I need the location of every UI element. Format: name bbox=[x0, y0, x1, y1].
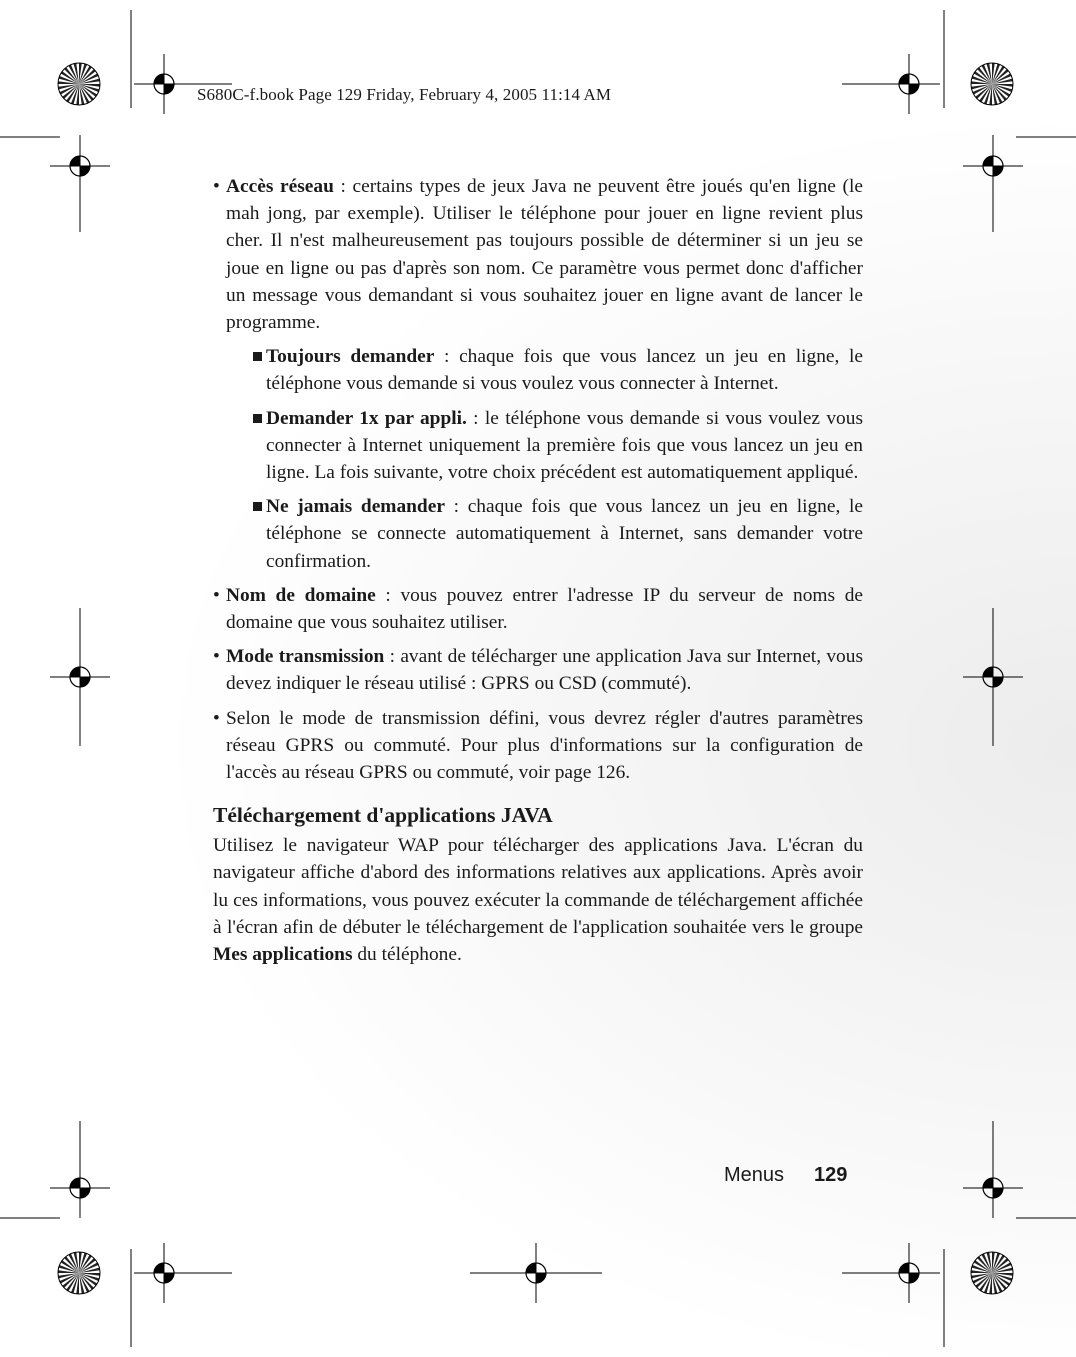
page-body bbox=[213, 173, 863, 968]
sub-item-text: : le téléphone vous demande si vous voulez vous connecter à Internet uniquement la première fois que vous lancez un jeu en ligne. La fois suivante, votre choix précédent est automatiquement appliqué. bbox=[266, 407, 863, 484]
crosshair-target-icon bbox=[879, 1243, 939, 1303]
list-item-acces-reseau bbox=[213, 173, 863, 336]
crosshair-target-icon bbox=[963, 136, 1023, 196]
color-registration-starburst-icon bbox=[971, 1252, 1013, 1294]
list-item-mode-transmission bbox=[213, 643, 863, 697]
paragraph-text-end: du téléphone. bbox=[352, 944, 462, 966]
page-number: 129 bbox=[814, 1164, 848, 1186]
list-item-text: : vous pouvez entrer l'adresse IP du serveur de noms de domaine que vous souhaitez utiliser. bbox=[226, 584, 863, 634]
crosshair-target-icon bbox=[134, 54, 194, 114]
list-item-text: Selon le mode de transmission défini, vous devrez régler d'autres paramètres réseau GPRS ou commuté. Pour plus d'informations sur la configuration de l'accès au réseau GPRS ou commuté, voir page 126. bbox=[226, 707, 863, 784]
bullet-glyph: • bbox=[213, 707, 220, 729]
bullet-glyph: • bbox=[213, 584, 220, 606]
sub-item-text: : chaque fois que vous lancez un jeu en ligne, le téléphone se connecte automatiquement à Internet, sans demander votre confirmation. bbox=[266, 496, 863, 572]
paragraph-bold-term: Mes applications bbox=[213, 944, 353, 966]
square-bullet-icon bbox=[253, 414, 262, 423]
list-item-term: Mode transmission bbox=[226, 646, 385, 668]
crosshair-target-icon bbox=[50, 1158, 110, 1218]
square-bullet-icon bbox=[253, 352, 262, 361]
sub-list bbox=[213, 343, 863, 575]
crosshair-target-icon bbox=[134, 1243, 194, 1303]
section-paragraph bbox=[213, 832, 863, 968]
sub-item-toujours-demander bbox=[253, 343, 863, 397]
sub-item-term: Demander 1x par appli. bbox=[266, 407, 467, 429]
list-item-term: Accès réseau bbox=[226, 176, 334, 197]
crosshair-target-icon bbox=[963, 647, 1023, 707]
footer-section-name: Menus bbox=[724, 1164, 785, 1186]
list-item-text: : certains types de jeux Java ne peuvent être joués qu'en ligne (le mah jong, par exemple). Utiliser le téléphone pour jouer en ligne revient plus cher. Il n'est malheureusement pas toujours possible de déterminer si un jeu se joue en ligne ou pas d'après son nom. Ce paramètre vous permet donc d'afficher un message vous demandant si vous souhaitez jouer en ligne avant de lancer le programme. bbox=[226, 176, 863, 334]
paragraph-text: Utilisez le navigateur WAP pour télécharger des applications Java. L'écran du navigateur affiche d'abord des informations relatives aux applications. Après avoir lu ces informations, vous pouvez exécuter la commande de téléchargement affichée à l'écran afin de débuter le téléchargement de l'application souhaitée vers le groupe bbox=[213, 835, 863, 938]
sub-item-term: Ne jamais demander bbox=[266, 496, 445, 518]
color-registration-starburst-icon bbox=[971, 63, 1013, 105]
sub-item-text: : chaque fois que vous lancez un jeu en ligne, le téléphone vous demande si vous voulez vous connecter à Internet. bbox=[266, 346, 863, 395]
list-item-term: Nom de domaine bbox=[226, 584, 376, 606]
list-item-nom-de-domaine bbox=[213, 582, 863, 636]
crosshair-target-icon bbox=[963, 1158, 1023, 1218]
crosshair-target-icon bbox=[50, 136, 110, 196]
sub-item-demander-1x bbox=[253, 405, 863, 487]
list-item-text: : avant de télécharger une application Java sur Internet, vous devez indiquer le réseau utilisé : GPRS ou CSD (commuté). bbox=[226, 646, 863, 695]
page-footer bbox=[724, 1164, 847, 1187]
list-item-selon-mode bbox=[213, 705, 863, 787]
square-bullet-icon bbox=[253, 502, 262, 511]
section-heading: Téléchargement d'applications JAVA bbox=[213, 803, 553, 828]
crosshair-target-icon bbox=[506, 1243, 566, 1303]
bullet-glyph: • bbox=[213, 646, 220, 668]
sub-item-term: Toujours demander bbox=[266, 346, 435, 368]
bullet-glyph: • bbox=[213, 176, 220, 197]
crosshair-target-icon bbox=[879, 54, 939, 114]
sub-item-ne-jamais-demander bbox=[253, 493, 863, 575]
print-header: S680C-f.book Page 129 Friday, February 4, 2005 11:14 AM bbox=[197, 85, 612, 104]
crosshair-target-icon bbox=[50, 647, 110, 707]
color-registration-starburst-icon bbox=[58, 1252, 100, 1294]
color-registration-starburst-icon bbox=[58, 63, 100, 105]
